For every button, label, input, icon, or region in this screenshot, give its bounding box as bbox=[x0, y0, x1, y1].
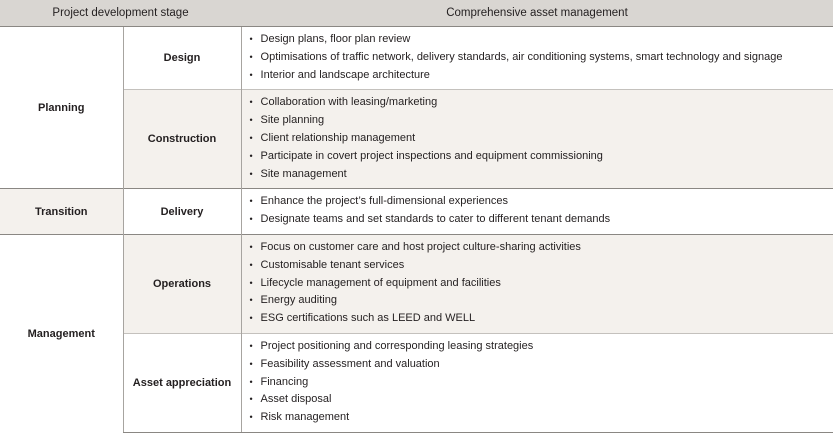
substage-construction: Construction bbox=[123, 90, 241, 189]
row-construction bbox=[0, 90, 833, 189]
row-delivery bbox=[0, 189, 833, 235]
list-item: • Enhance the project’s full-dimensional experiences bbox=[250, 193, 833, 211]
list-item: • Interior and landscape architecture bbox=[250, 67, 833, 85]
delivery-items bbox=[241, 189, 833, 235]
list-item: • Client relationship management bbox=[250, 130, 833, 148]
header-management: Comprehensive asset management bbox=[241, 0, 833, 27]
table-header-row bbox=[0, 0, 833, 27]
operations-items bbox=[241, 234, 833, 333]
list-item: • Participate in covert project inspections and equipment commissioning bbox=[250, 148, 833, 166]
list-item: • Site management bbox=[250, 166, 833, 184]
list-item: • Feasibility assessment and valuation bbox=[250, 356, 833, 374]
substage-operations: Operations bbox=[123, 234, 241, 333]
list-item: • Designate teams and set standards to cater to different tenant demands bbox=[250, 211, 833, 229]
list-item: • Energy auditing bbox=[250, 292, 833, 310]
row-operations bbox=[0, 234, 833, 333]
list-item: • Optimisations of traffic network, delivery standards, air conditioning systems, smart technology and signage bbox=[250, 49, 833, 67]
construction-items bbox=[241, 90, 833, 189]
stage-transition: Transition bbox=[0, 189, 123, 235]
list-item: • Project positioning and corresponding leasing strategies bbox=[250, 338, 833, 356]
list-item: • Focus on customer care and host project culture-sharing activities bbox=[250, 239, 833, 257]
row-asset-appreciation bbox=[0, 333, 833, 432]
substage-design: Design bbox=[123, 27, 241, 90]
list-item: • Design plans, floor plan review bbox=[250, 31, 833, 49]
list-item: • Lifecycle management of equipment and facilities bbox=[250, 275, 833, 293]
stage-planning: Planning bbox=[0, 27, 123, 189]
list-item: • ESG certifications such as LEED and WELL bbox=[250, 310, 833, 328]
list-item: • Risk management bbox=[250, 409, 833, 427]
design-items bbox=[241, 27, 833, 90]
asset-appreciation-items bbox=[241, 333, 833, 432]
list-item: • Asset disposal bbox=[250, 391, 833, 409]
substage-asset-appreciation: Asset appreciation bbox=[123, 333, 241, 432]
substage-delivery: Delivery bbox=[123, 189, 241, 235]
header-stage: Project development stage bbox=[0, 0, 241, 27]
list-item: • Site planning bbox=[250, 112, 833, 130]
row-design bbox=[0, 27, 833, 90]
stage-management: Management bbox=[0, 234, 123, 432]
list-item: • Customisable tenant services bbox=[250, 257, 833, 275]
list-item: • Collaboration with leasing/marketing bbox=[250, 94, 833, 112]
list-item: • Financing bbox=[250, 374, 833, 392]
